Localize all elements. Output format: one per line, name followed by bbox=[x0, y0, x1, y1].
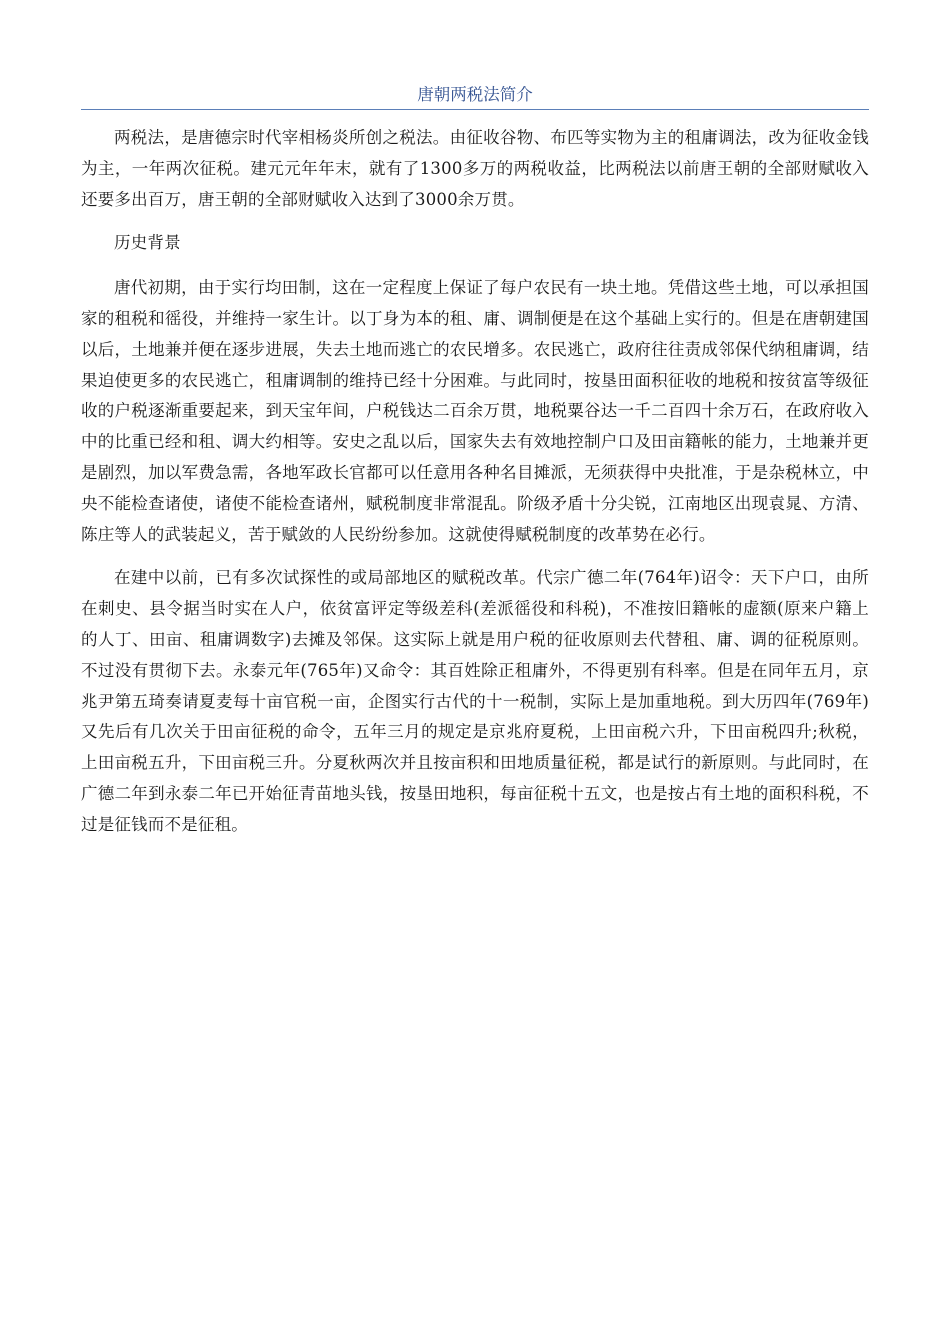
background-paragraph: 唐代初期，由于实行均田制，这在一定程度上保证了每户农民有一块土地。凭借这些土地，可以承担国家的租税和徭役，并维持一家生计。以丁身为本的租、庸、调制便是在这个基础上实行的。但是在唐朝建国以后，土地兼并便在逐步进展，失去土地而逃亡的农民增多。农民逃亡，政府往往责成邻保代纳租庸调，结果迫使更多的农民逃亡，租庸调制的维持已经十分困难。与此同时，按垦田面积征收的地税和按贫富等级征收的户税逐渐重要起来，到天宝年间，户税钱达二百余万贯，地税粟谷达一千二百四十余万石，在政府收入中的比重已经和租、调大约相等。安史之乱以后，国家失去有效地控制户口及田亩籍帐的能力，土地兼并更是剧烈，加以军费急需，各地军政长官都可以任意用各种名目摊派，无须获得中央批准，于是杂税林立，中央不能检查诸使，诸使不能检查诸州，赋税制度非常混乱。阶级矛盾十分尖锐，江南地区出现袁晁、方清、陈庄等人的武装起义，苦于赋敛的人民纷纷参加。这就使得赋税制度的改革势在必行。 bbox=[81, 278, 869, 544]
page-header-title: 唐朝两税法简介 bbox=[417, 85, 533, 104]
document-body bbox=[81, 123, 869, 854]
header-divider bbox=[81, 109, 869, 110]
reform-paragraph: 在建中以前，已有多次试探性的或局部地区的赋税改革。代宗广德二年(764年)诏令：天下户口，由所在刺史、县令据当时实在人户，依贫富评定等级差科(差派徭役和科税)，不准按旧籍帐的虚额(原来户籍上的人丁、田亩、租庸调数字)去摊及邻保。这实际上就是用户税的征收原则去代替租、庸、调的征税原则。不过没有贯彻下去。永泰元年(765年)又命令：其百姓除正租庸外，不得更别有科率。但是在同年五月，京兆尹第五琦奏请夏麦每十亩官税一亩，企图实行古代的十一税制，实际上是加重地税。到大历四年(769年)又先后有几次关于田亩征税的命令，五年三月的规定是京兆府夏税，上田亩税六升，下田亩税四升;秋税，上田亩税五升，下田亩税三升。分夏秋两次并且按亩积和田地质量征税，都是试行的新原则。与此同时，在广德二年到永泰二年已开始征青苗地头钱，按垦田地积，每亩征税十五文，也是按占有土地的面积科税，不过是征钱而不是征租。 bbox=[81, 568, 869, 834]
section-heading-background: 历史背景 bbox=[114, 233, 181, 253]
intro-paragraph: 两税法，是唐德宗时代宰相杨炎所创之税法。由征收谷物、布匹等实物为主的租庸调法，改为征收金钱为主，一年两次征税。建元元年年末，就有了1300多万的两税收益，比两税法以前唐王朝的全部财赋收入还要多出百万，唐王朝的全部财赋收入达到了3000余万贯。 bbox=[81, 128, 869, 209]
